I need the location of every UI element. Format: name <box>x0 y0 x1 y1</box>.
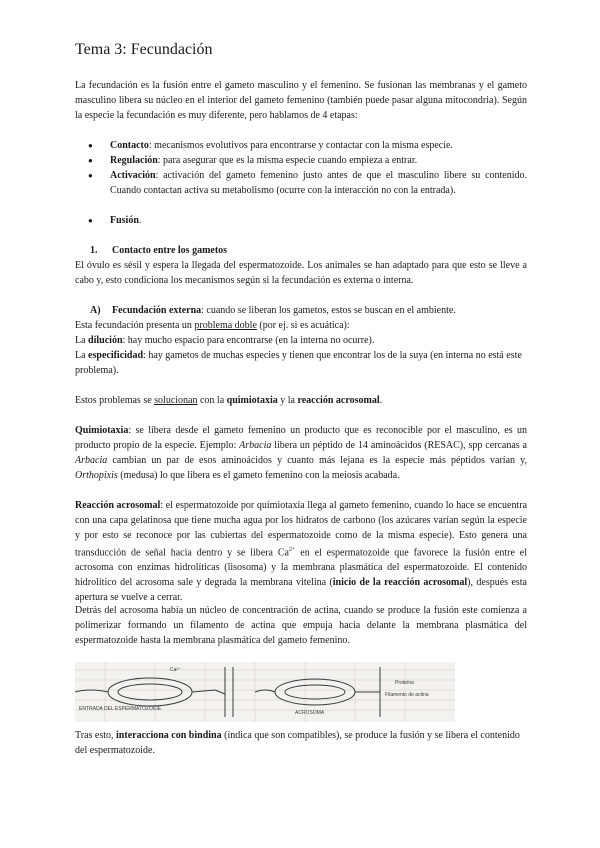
stage-term: Activación <box>110 170 156 181</box>
sketch-label-ca: Ca²⁺ <box>170 667 181 673</box>
quimiotaxia-p4: (medusa) lo que libera es el gameto femenino con la meiosis acabada. <box>117 470 400 481</box>
stage-item-fusion <box>110 213 527 228</box>
quimiotaxia-term: quimiotaxia <box>226 395 278 406</box>
reaccion-p1: : el espermatozoide por quimiotaxia llega al gameto femenino, cuando lo hace se encuentra con una capa gelatinosa que tiene mucha agua por los hidratos de carbono (los azúcares varían según la especie y por esto se reconoce por las cubiertas del espermatozoide como de la misma especie). Esto genera una transducción de señal hacia dentro y se libera Ca <box>75 500 528 559</box>
final-pre: Tras esto, <box>75 730 117 741</box>
reaccion-p3: ), después esta apertura se vuelve a cerrar. <box>75 577 527 604</box>
stage-item-contacto <box>110 138 527 153</box>
final-post: (indica que son compatibles), se produce la fusión y se libera el contenido del espermatozoide. <box>75 730 520 756</box>
quimiotaxia-p1: : se libera desde el gameto femenino un producto que es reconocible por el masculino, es un producto propio de la especie. Ejemplo: <box>75 425 527 451</box>
subsection-title: Fecundación externa <box>112 305 202 316</box>
problem-pre: Esta fecundación presenta un <box>75 320 195 331</box>
bindina-term: interacciona con bindina <box>116 730 222 741</box>
solutions-line <box>75 393 527 408</box>
reaccion-p2: en el espermatozoide que favorece la fusión entre el acrosoma con enzimas hidrolíticas (lisosoma) y la membrana plasmática del espermatozoide. El contenido hidrolítico del acrosoma sale y degrada la membrana vitelina ( <box>75 547 527 589</box>
stage-item-activacion <box>110 168 527 198</box>
subsection-heading-a <box>90 303 527 318</box>
stage-term: Fusión <box>110 215 139 226</box>
dilucion-line <box>75 333 527 348</box>
problem-post: (por ej. si es acuática): <box>256 320 350 331</box>
stage-text: : para asegurar que es la misma especie cuando empieza a entrar. <box>157 155 418 166</box>
sketch-label-proteina: Proteína <box>395 680 414 686</box>
stage-text: : mecanismos evolutivos para encontrarse y contactar con la misma especie. <box>148 140 453 151</box>
stage-text: . <box>138 215 142 226</box>
reaccion-term: reacción acrosomal <box>297 395 380 406</box>
problem-doble-text: problema doble <box>194 320 257 331</box>
subsection-label: A) <box>90 305 101 316</box>
especificidad-line <box>75 348 527 378</box>
page-title: Tema 3: Fecundación <box>75 41 213 58</box>
sketch-label-entrada: ENTRADA DEL ESPERMATOZOIDE <box>79 706 162 712</box>
stage-item-regulacion <box>110 153 527 168</box>
especificidad-post: : hay gametos de muchas especies y tienen que encontrar los de la suya (en interna no está este problema). <box>75 350 522 376</box>
dilucion-term: dilución <box>88 335 123 346</box>
calcium-superscript: 2+ <box>288 547 296 553</box>
handdrawn-sketch <box>75 662 455 722</box>
actina-paragraph: Detrás del acrosoma había un núcleo de concentración de actina, cuando se produce la fusión este comienza a polimerizar formando un filamento de actina que empuja hacia delante la membrana plasmática del espermatozoide hasta la membrana plasmática del gameto femenino. <box>75 605 527 646</box>
problem-line <box>75 318 527 333</box>
arbacia-text-2: Arbacia <box>75 455 108 466</box>
especificidad-term: especificidad <box>88 350 144 361</box>
section-title: Contacto entre los gametos <box>112 245 228 256</box>
quimiotaxia-p2: libera un péptido de 14 aminoácidos (RESAC), spp cercanas a <box>271 440 527 451</box>
solutions-mid: con la <box>197 395 227 406</box>
stage-term: Regulación <box>110 155 158 166</box>
sketch-label-acrosoma: ACROSOMA <box>295 710 325 716</box>
dilucion-post: : hay mucho espacio para encontrarse (en la interna no ocurre). <box>122 335 375 346</box>
reaccion-paragraph <box>75 498 527 605</box>
dilucion-pre: La <box>75 335 89 346</box>
subsection-text: : cuando se liberan los gametos, estos se buscan en el ambiente. <box>201 305 456 316</box>
quimiotaxia-heading: Quimiotaxia <box>75 425 129 436</box>
reaccion-inicio-text: inicio de la reacción acrosomal <box>332 577 468 589</box>
section-heading-1 <box>90 243 527 258</box>
final-paragraph <box>75 728 527 758</box>
orthopixis-text: Orthopixis <box>75 470 118 481</box>
solucionan-text: solucionan <box>154 395 198 406</box>
stage-term: Contacto <box>110 140 149 151</box>
solutions-pre: Estos problemas se <box>75 395 155 406</box>
sketch-label-actina: Filamento de actina <box>385 692 429 698</box>
especificidad-pre: La <box>75 350 89 361</box>
arbacia-text: Arbacia <box>239 440 272 451</box>
reaccion-heading: Reacción acrosomal <box>75 500 161 511</box>
intro-paragraph: La fecundación es la fusión entre el gameto masculino y el femenino. Se fusionan las membranas y el gameto masculino libera su núcleo en el interior del gameto femenino (también puede pasar alguna mitocondria). Según la especie la fecundación es muy diferente, pero hablamos de 4 etapas: <box>75 80 527 121</box>
stage-text: : activación del gameto femenino justo antes de que el masculino libere su contenido. Cuando contactan activa su metabolismo (ocurre con la interacción no con la entrada). <box>110 170 527 196</box>
section1-paragraph: El óvulo es sésil y espera la llegada del espermatozoide. Los animales se han adaptado para que esto se lleve a cabo y, esto condiciona los mecanismos según si la fecundación es externa o interna. <box>75 260 527 286</box>
solutions-and: y la <box>277 395 298 406</box>
section-number: 1. <box>90 245 98 256</box>
quimiotaxia-p3: cambian un par de esos aminoácidos y cuanto más lejana es la especie más péptidos varían y, <box>107 455 527 466</box>
quimiotaxia-paragraph <box>75 423 527 483</box>
solutions-post: . <box>379 395 383 406</box>
